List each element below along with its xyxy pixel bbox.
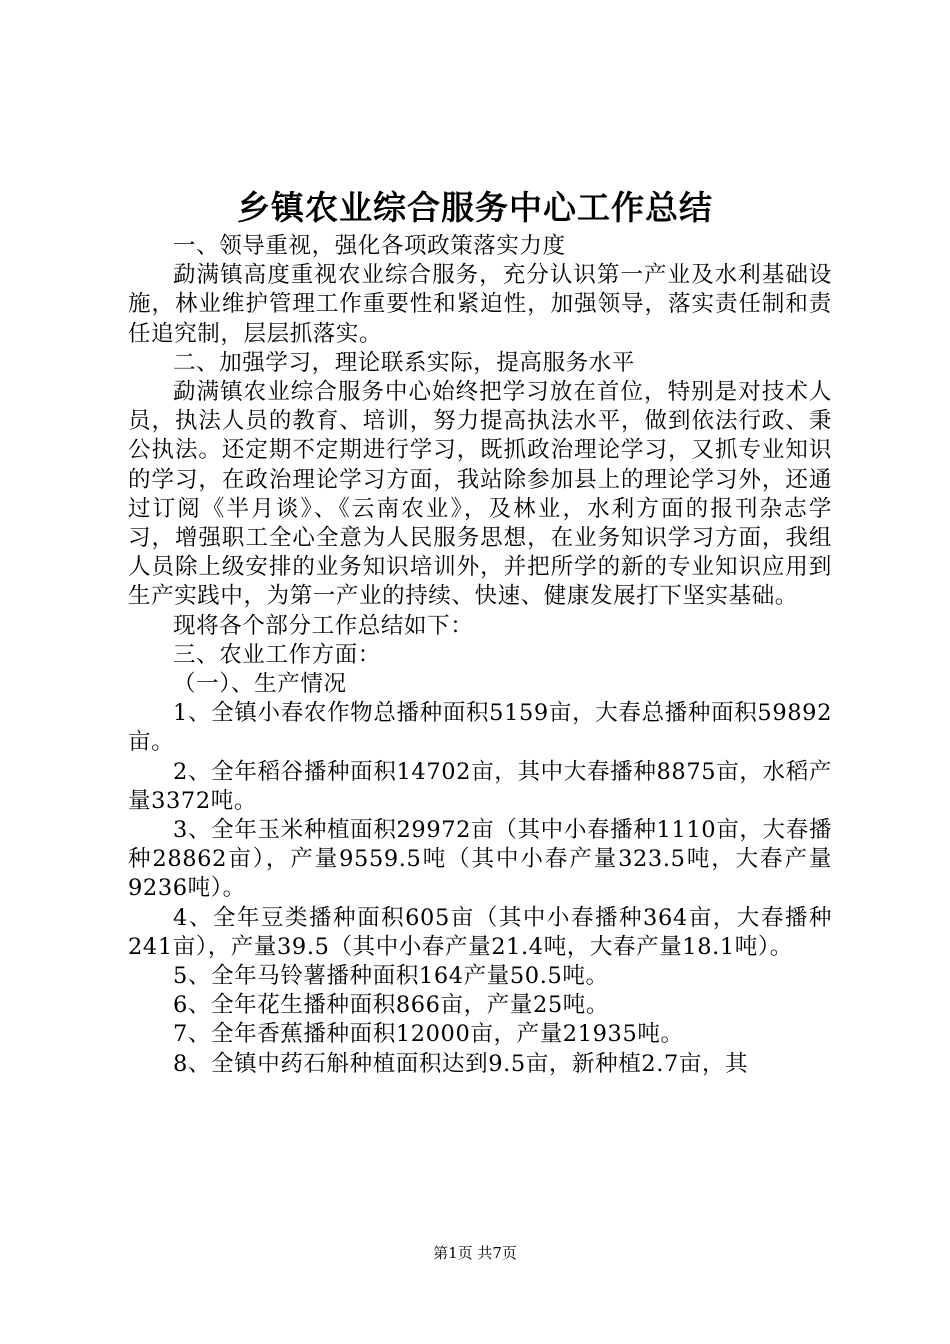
section-heading: 三、农业工作方面： [173, 641, 381, 668]
document-title: 乡镇农业综合服务中心工作总结 [237, 188, 713, 227]
body-paragraph: 勐满镇高度重视农业综合服务，充分认识第一产业及水利基础设施，林业维护管理工作重要性和紧迫性，加强领导，落实责任制和责任追究制，层层抓落实。 [128, 262, 832, 347]
subsection-heading: （一）、生产情况 [173, 671, 347, 698]
list-item: 6、全年花生播种面积866亩，产量25吨。 [173, 992, 609, 1019]
list-item: 8、全镇中药石斛种植面积达到9.5亩，新种植2.7亩，其 [173, 1050, 749, 1077]
section-heading: 二、加强学习，理论联系实际，提高服务水平 [173, 349, 636, 376]
list-item: 1、全镇小春农作物总播种面积5159亩，大春总播种面积59892亩。 [128, 700, 832, 756]
list-item: 7、全年香蕉播种面积12000亩，产量21935吨。 [173, 1021, 684, 1048]
document-body [128, 232, 832, 1079]
list-item: 5、全年马铃薯播种面积164产量50.5吨。 [173, 963, 609, 990]
body-paragraph: 现将各个部分工作总结如下： [173, 612, 474, 639]
list-item: 2、全年稻谷播种面积14702亩，其中大春播种8875亩，水稻产量3372吨。 [128, 758, 832, 814]
list-item: 4、全年豆类播种面积605亩（其中小春播种364亩，大春播种241亩），产量39.5（其中小春产量21.4吨，大春产量18.1吨）。 [128, 904, 832, 960]
list-item: 3、全年玉米种植面积29972亩（其中小春播种1110亩，大春播种28862亩），产量9559.5吨（其中小春产量323.5吨，大春产量9236吨）。 [128, 817, 832, 902]
body-paragraph: 勐满镇农业综合服务中心始终把学习放在首位，特别是对技术人员，执法人员的教育、培训，努力提高执法水平，做到依法行政、秉公执法。还定期不定期进行学习，既抓政治理论学习，又抓专业知识的学习，在政治理论学习方面，我站除参加县上的理论学习外，还通过订阅《半月谈》、《云南农业》，及林业，水利方面的报刊杂志学习，增强职工全心全意为人民服务思想，在业务知识学习方面，我组人员除上级安排的业务知识培训外，并把所学的新的专业知识应用到生产实践中，为第一产业的持续、快速、健康发展打下坚实基础。 [128, 379, 832, 610]
page-footer: 第1页 共7页 [433, 1244, 517, 1262]
section-heading: 一、领导重视，强化各项政策落实力度 [173, 233, 566, 259]
